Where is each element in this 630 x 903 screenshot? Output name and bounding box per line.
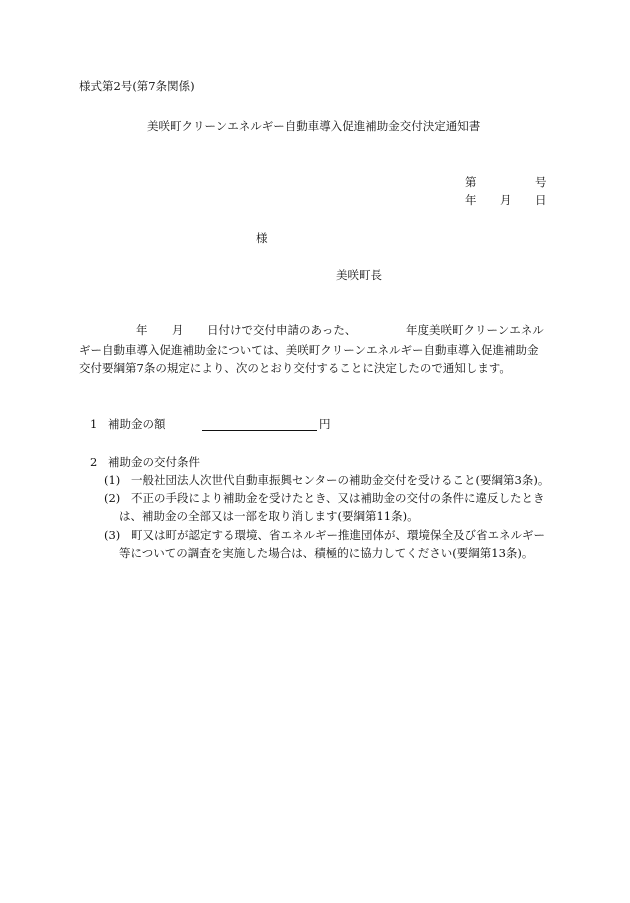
item-2-number: 2 <box>90 455 98 469</box>
condition-2-text-line-1: 不正の手段により補助金を受けたとき、又は補助金の交付の条件に違反したとき <box>131 491 545 505</box>
date-day: 日 <box>535 193 547 207</box>
body-text-2: 年度美咲町クリーンエネル <box>406 323 544 337</box>
doc-number-prefix: 第 <box>465 175 477 189</box>
date-month: 月 <box>500 193 512 207</box>
condition-1-text: 一般社団法人次世代自動車振興センターの補助金交付を受けること(要綱第3条)。 <box>131 473 550 487</box>
condition-1-number: (1) <box>104 473 121 487</box>
amount-unit: 円 <box>319 417 331 431</box>
date-year: 年 <box>465 193 477 207</box>
recipient-suffix: 様 <box>256 231 268 245</box>
item-1-number: 1 <box>90 417 98 431</box>
condition-2-text-line-2: は、補助金の全部又は一部を取り消します(要綱第11条)。 <box>119 509 419 523</box>
amount-blank-line <box>202 416 317 431</box>
body-month: 月 <box>172 323 184 337</box>
body-text-1: 日付けで交付申請のあった、 <box>207 323 357 337</box>
body-year: 年 <box>136 323 148 337</box>
form-label: 様式第2号(第7条関係) <box>79 79 195 93</box>
condition-2-number: (2) <box>104 491 121 505</box>
condition-3-text-line-1: 町又は町が認定する環境、省エネルギー推進団体が、環境保全及び省エネルギー <box>131 528 545 542</box>
item-2-label: 補助金の交付条件 <box>108 455 200 469</box>
body-line-3: 交付要綱第7条の規定により、次のとおり交付することに決定したので通知します。 <box>79 361 511 375</box>
item-1-label: 補助金の額 <box>108 417 166 431</box>
doc-number-suffix: 号 <box>535 175 547 189</box>
body-line-2: ギー自動車導入促進補助金については、美咲町クリーンエネルギー自動車導入促進補助金 <box>79 343 539 357</box>
document-title: 美咲町クリーンエネルギー自動車導入促進補助金交付決定通知書 <box>147 119 481 133</box>
condition-3-text-line-2: 等についての調査を実施した場合は、積極的に協力してください(要綱第13条)。 <box>119 546 534 560</box>
issuer-name: 美咲町長 <box>336 268 382 282</box>
condition-3-number: (3) <box>104 528 121 542</box>
